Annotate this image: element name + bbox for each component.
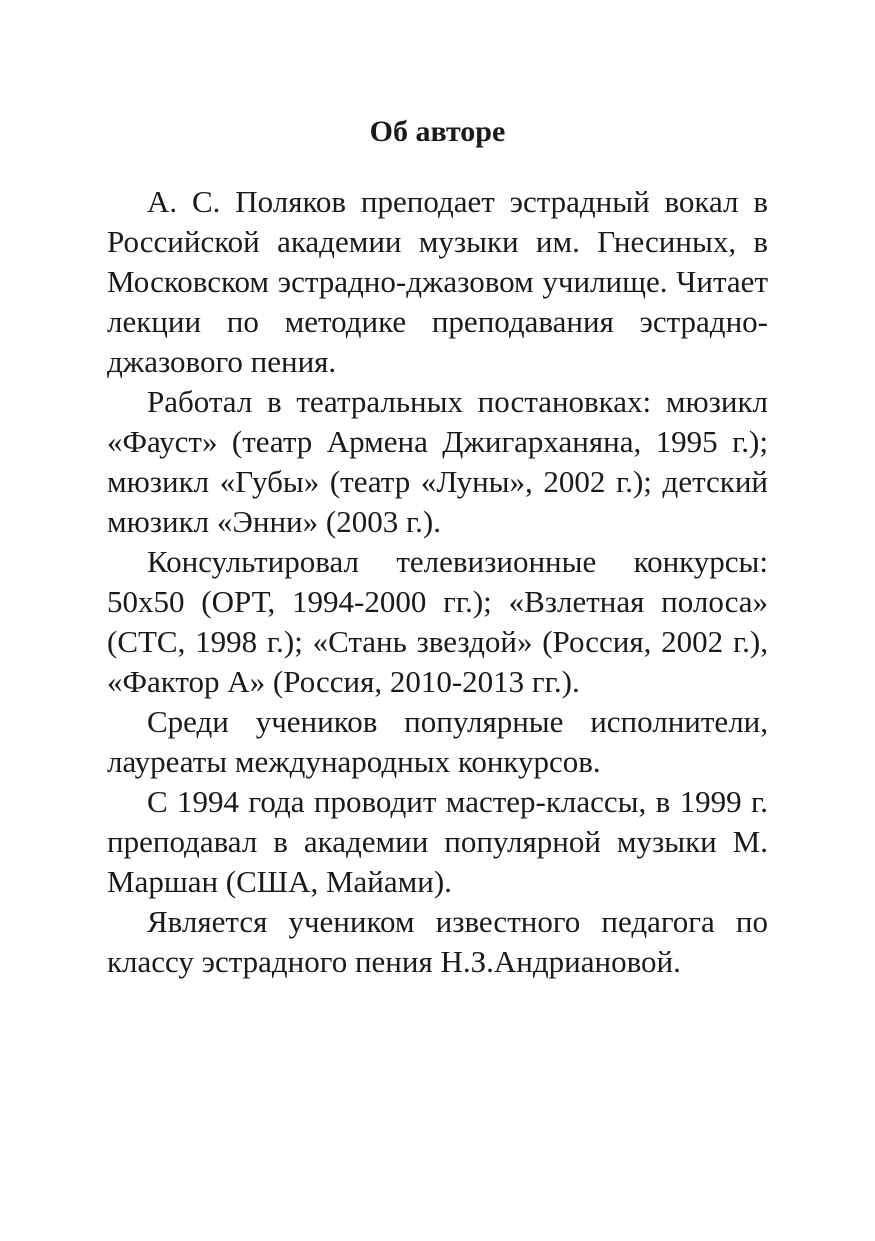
paragraph: Является учеником известного педагога по классу эстрадного пения Н.З.Андриановой. bbox=[107, 904, 768, 979]
body-text bbox=[107, 182, 768, 982]
paragraph: Работал в театральных постановках: мюзикл «Фауст» (театр Армена Джигарханяна, 1995 г.); мюзикл «Губы» (театр «Луны», 2002 г.); детский мюзикл «Энни» (2003 г.). bbox=[107, 384, 768, 539]
page bbox=[107, 110, 768, 982]
paragraph: Среди учеников популярные исполнители, лауреаты международных конкурсов. bbox=[107, 704, 768, 779]
paragraph: С 1994 года проводит мастер-классы, в 1999 г. преподавал в академии популярной музыки М. Маршан (США, Майами). bbox=[107, 784, 768, 899]
page-title: Об авторе bbox=[369, 115, 506, 148]
paragraph: Консультировал телевизионные конкурсы: 50х50 (ОРТ, 1994-2000 гг.); «Взлетная полоса» (СТС, 1998 г.); «Стань звездой» (Россия, 2002 г.), «Фактор А» (Россия, 2010-2013 гг.). bbox=[107, 544, 768, 699]
paragraph: А. С. Поляков преподает эстрадный вокал в Российской академии музыки им. Гнесиных, в Московском эстрадно-джазовом училище. Читает лекции по методике преподавания эстрадно-джазового пения. bbox=[107, 184, 768, 379]
